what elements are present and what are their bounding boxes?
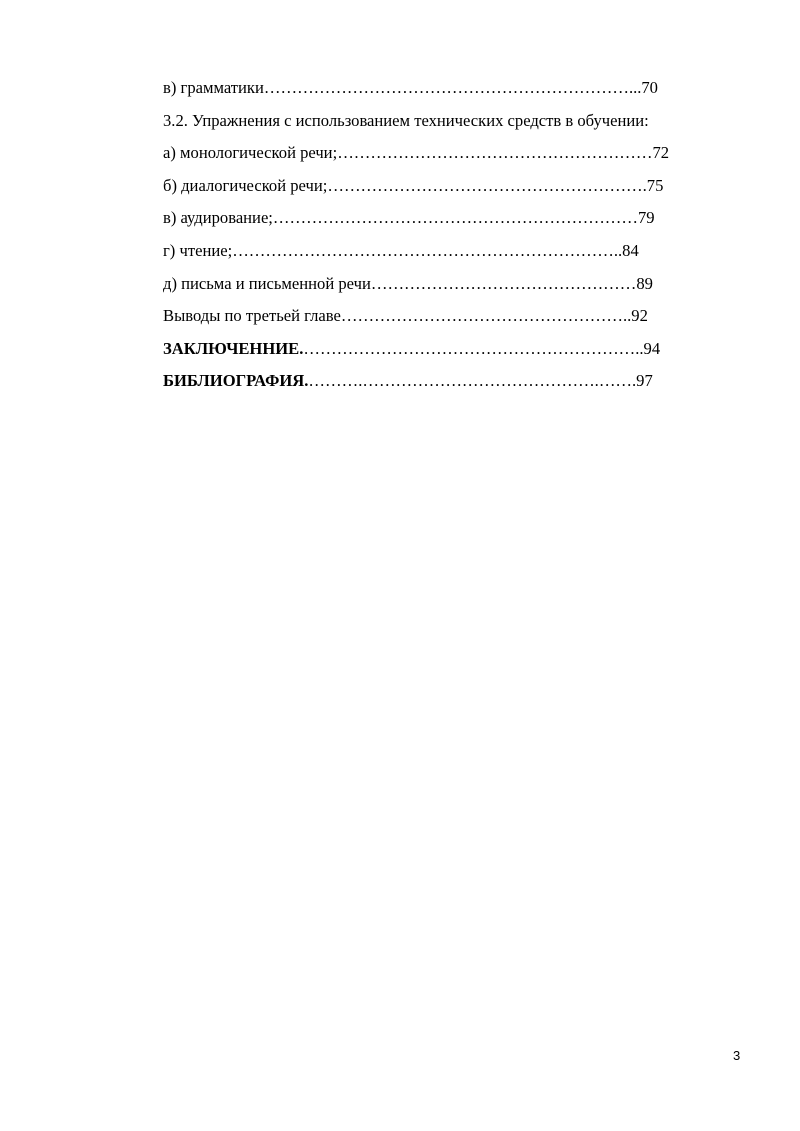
toc-entry-label: в) грамматики	[163, 78, 264, 97]
toc-entry-grammar	[163, 74, 753, 107]
toc-entry-conclusion	[163, 335, 753, 368]
toc-entry-bibliography	[163, 367, 753, 400]
toc-entry-page: 72	[652, 143, 670, 163]
toc-entry-monologue	[163, 139, 753, 172]
toc-entry-leader: ……………………………………………..	[340, 306, 632, 326]
toc-entry-dialogue	[163, 172, 753, 205]
toc-entry-label: ЗАКЛЮЧЕННИЕ.	[163, 338, 304, 358]
toc-entry-page: 75	[646, 175, 664, 195]
toc-entry-page: 79	[637, 208, 655, 228]
toc-entry-label: д) письма и письменной речи	[163, 273, 371, 293]
toc-entry-leader: …………………………………………………………	[272, 208, 638, 228]
toc-entry-chapter-conclusions	[163, 302, 753, 335]
toc-entry-page: 89	[636, 273, 653, 293]
toc-entry-page: 97	[636, 371, 653, 391]
toc-section-heading	[163, 107, 753, 140]
toc-entry-leader: ……………………………………………………..	[303, 338, 644, 358]
toc-entry-page: 92	[631, 306, 648, 326]
toc-entry-label: 3.2. Упражнения с использованием технических средств в обучении:	[163, 110, 649, 130]
toc-entry-label: б) диалогической речи;	[163, 175, 328, 195]
toc-entry-leader: ……………………………………………………………..	[232, 240, 623, 260]
page-number: 3	[733, 1048, 741, 1063]
toc-entry-page: .70	[637, 78, 658, 97]
toc-entry-listening	[163, 204, 753, 237]
toc-entry-leader: …………………………………………………	[337, 143, 653, 163]
toc-entry-label: в) аудирование;	[163, 208, 273, 228]
toc-entry-leader: …………………………………………………………..	[263, 78, 638, 97]
toc-entry-reading	[163, 237, 753, 270]
toc-entry-leader: ……….…………………………………….…….	[308, 371, 637, 391]
toc-entry-label: Выводы по третьей главе	[163, 306, 341, 326]
toc-entry-leader: …………………………………………	[370, 273, 637, 293]
toc-entry-leader: ………………………………………………….	[327, 175, 647, 195]
toc-entry-label: БИБЛИОГРАФИЯ.	[163, 371, 309, 391]
toc-entry-writing	[163, 270, 753, 303]
toc-entry-label: г) чтение;	[163, 240, 233, 260]
toc-entry-page: 84	[622, 240, 639, 260]
toc-entry-label: а) монологической речи;	[163, 143, 338, 163]
table-of-contents	[163, 74, 753, 400]
toc-entry-page: 94	[643, 338, 661, 358]
